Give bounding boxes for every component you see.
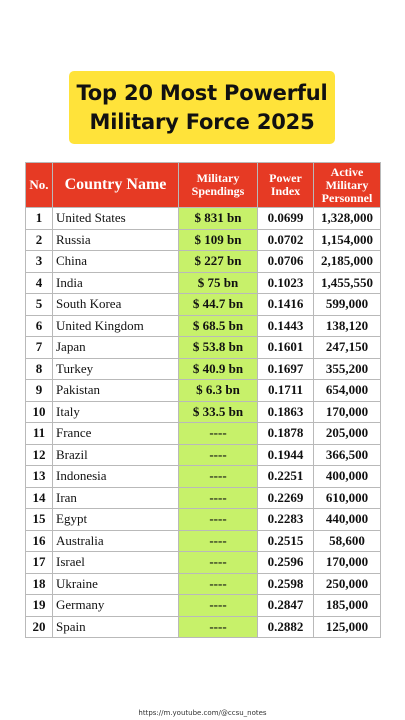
power-index-cell: 0.2251	[258, 466, 314, 488]
rank-cell: 20	[26, 616, 53, 638]
power-index-cell: 0.1697	[258, 358, 314, 380]
footer-url: https://m.youtube.com/@ccsu_notes	[138, 709, 267, 717]
spendings-cell: ----	[179, 509, 258, 531]
table-row	[26, 530, 381, 552]
spendings-cell: $ 109 bn	[179, 229, 258, 251]
personnel-cell: 170,000	[314, 552, 381, 574]
country-cell: Iran	[53, 487, 179, 509]
personnel-cell: 185,000	[314, 595, 381, 617]
personnel-cell: 355,200	[314, 358, 381, 380]
rank-cell: 4	[26, 272, 53, 294]
country-cell: Indonesia	[53, 466, 179, 488]
personnel-cell: 1,455,550	[314, 272, 381, 294]
table-row	[26, 573, 381, 595]
header-personnel-line-3: Personnel	[321, 190, 373, 205]
table-row	[26, 444, 381, 466]
power-index-cell: 0.2515	[258, 530, 314, 552]
power-index-cell: 0.1443	[258, 315, 314, 337]
header-power-line-1: Power	[269, 171, 302, 185]
power-index-cell: 0.1944	[258, 444, 314, 466]
spendings-cell: ----	[179, 423, 258, 445]
table-row	[26, 251, 381, 273]
header-personnel-line-1: Active	[330, 164, 364, 179]
spendings-cell: ----	[179, 573, 258, 595]
spendings-cell: $ 40.9 bn	[179, 358, 258, 380]
spendings-cell: ----	[179, 466, 258, 488]
personnel-cell: 400,000	[314, 466, 381, 488]
personnel-cell: 599,000	[314, 294, 381, 316]
country-cell: Italy	[53, 401, 179, 423]
table-row	[26, 337, 381, 359]
spendings-cell: ----	[179, 595, 258, 617]
spendings-cell: $ 44.7 bn	[179, 294, 258, 316]
personnel-cell: 1,154,000	[314, 229, 381, 251]
table-row	[26, 487, 381, 509]
table-row	[26, 315, 381, 337]
table-row	[26, 423, 381, 445]
rank-cell: 10	[26, 401, 53, 423]
spendings-cell: ----	[179, 487, 258, 509]
rank-cell: 3	[26, 251, 53, 273]
table-row	[26, 401, 381, 423]
country-cell: Japan	[53, 337, 179, 359]
rank-cell: 11	[26, 423, 53, 445]
table-row	[26, 229, 381, 251]
power-index-cell: 0.2882	[258, 616, 314, 638]
rank-cell: 13	[26, 466, 53, 488]
personnel-cell: 654,000	[314, 380, 381, 402]
power-index-cell: 0.0706	[258, 251, 314, 273]
power-index-cell: 0.1863	[258, 401, 314, 423]
rank-cell: 14	[26, 487, 53, 509]
spendings-cell: $ 6.3 bn	[179, 380, 258, 402]
power-index-cell: 0.1601	[258, 337, 314, 359]
country-cell: Ukraine	[53, 573, 179, 595]
header-personnel	[314, 163, 381, 208]
header-country: Country Name	[53, 163, 179, 208]
spendings-cell: $ 33.5 bn	[179, 401, 258, 423]
country-cell: Germany	[53, 595, 179, 617]
rank-cell: 19	[26, 595, 53, 617]
power-index-cell: 0.0702	[258, 229, 314, 251]
rank-cell: 7	[26, 337, 53, 359]
rank-cell: 5	[26, 294, 53, 316]
table-row	[26, 272, 381, 294]
header-spendings-line-1: Military	[196, 171, 240, 185]
country-cell: Egypt	[53, 509, 179, 531]
rank-cell: 2	[26, 229, 53, 251]
title-line-2: Military Force 2025	[89, 109, 315, 134]
personnel-cell: 138,120	[314, 315, 381, 337]
country-cell: Brazil	[53, 444, 179, 466]
military-ranking-table	[25, 162, 381, 638]
power-index-cell: 0.1878	[258, 423, 314, 445]
table-row	[26, 208, 381, 230]
country-cell: United States	[53, 208, 179, 230]
table-row	[26, 595, 381, 617]
header-personnel-line-2: Military	[325, 177, 369, 192]
rank-cell: 17	[26, 552, 53, 574]
country-cell: Pakistan	[53, 380, 179, 402]
spendings-cell: $ 75 bn	[179, 272, 258, 294]
power-index-cell: 0.2596	[258, 552, 314, 574]
power-index-cell: 0.2283	[258, 509, 314, 531]
spendings-cell: $ 53.8 bn	[179, 337, 258, 359]
personnel-cell: 247,150	[314, 337, 381, 359]
rank-cell: 18	[26, 573, 53, 595]
title-line-1: Top 20 Most Powerful	[76, 80, 328, 105]
table-row	[26, 466, 381, 488]
table-row	[26, 509, 381, 531]
country-cell: Turkey	[53, 358, 179, 380]
spendings-cell: $ 68.5 bn	[179, 315, 258, 337]
rank-cell: 6	[26, 315, 53, 337]
country-cell: Israel	[53, 552, 179, 574]
spendings-cell: ----	[179, 444, 258, 466]
power-index-cell: 0.0699	[258, 208, 314, 230]
table-row	[26, 552, 381, 574]
country-cell: South Korea	[53, 294, 179, 316]
header-spendings-line-2: Spendings	[191, 184, 245, 198]
header-spendings	[179, 163, 258, 208]
rank-cell: 12	[26, 444, 53, 466]
personnel-cell: 610,000	[314, 487, 381, 509]
rank-cell: 8	[26, 358, 53, 380]
personnel-cell: 2,185,000	[314, 251, 381, 273]
header-power-index	[258, 163, 314, 208]
title-banner	[69, 71, 335, 144]
spendings-cell: ----	[179, 530, 258, 552]
personnel-cell: 1,328,000	[314, 208, 381, 230]
country-cell: India	[53, 272, 179, 294]
power-index-cell: 0.1416	[258, 294, 314, 316]
country-cell: Spain	[53, 616, 179, 638]
country-cell: United Kingdom	[53, 315, 179, 337]
personnel-cell: 125,000	[314, 616, 381, 638]
country-cell: France	[53, 423, 179, 445]
header-no: No.	[26, 163, 53, 208]
spendings-cell: ----	[179, 616, 258, 638]
personnel-cell: 58,600	[314, 530, 381, 552]
power-index-cell: 0.2847	[258, 595, 314, 617]
power-index-cell: 0.1711	[258, 380, 314, 402]
power-index-cell: 0.1023	[258, 272, 314, 294]
personnel-cell: 366,500	[314, 444, 381, 466]
rank-cell: 9	[26, 380, 53, 402]
header-power-line-2: Index	[270, 184, 301, 198]
country-cell: Russia	[53, 229, 179, 251]
personnel-cell: 440,000	[314, 509, 381, 531]
personnel-cell: 205,000	[314, 423, 381, 445]
spendings-cell: $ 831 bn	[179, 208, 258, 230]
country-cell: Australia	[53, 530, 179, 552]
table-row	[26, 616, 381, 638]
power-index-cell: 0.2598	[258, 573, 314, 595]
table-row	[26, 358, 381, 380]
country-cell: China	[53, 251, 179, 273]
rank-cell: 15	[26, 509, 53, 531]
spendings-cell: $ 227 bn	[179, 251, 258, 273]
table-header-row	[26, 163, 381, 208]
rank-cell: 1	[26, 208, 53, 230]
personnel-cell: 250,000	[314, 573, 381, 595]
personnel-cell: 170,000	[314, 401, 381, 423]
table-row	[26, 294, 381, 316]
spendings-cell: ----	[179, 552, 258, 574]
table-row	[26, 380, 381, 402]
rank-cell: 16	[26, 530, 53, 552]
power-index-cell: 0.2269	[258, 487, 314, 509]
